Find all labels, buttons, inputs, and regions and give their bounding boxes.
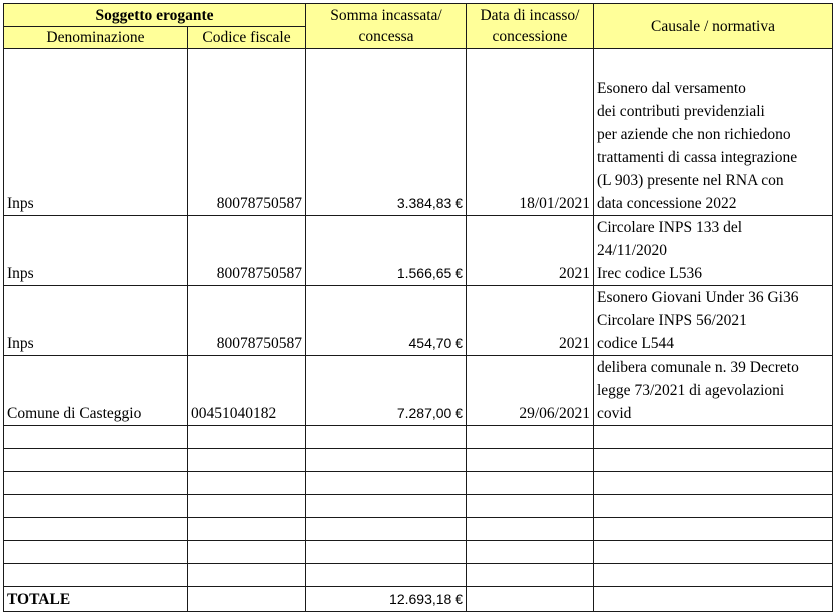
causale-line: delibera comunale n. 39 Decreto [597, 359, 799, 376]
empty-cell[interactable] [306, 541, 467, 564]
empty-cell[interactable] [4, 472, 188, 495]
cell-somma[interactable]: 3.384,83 € [306, 49, 467, 216]
cell-causale[interactable] [594, 356, 833, 426]
cell-somma[interactable]: 1.566,65 € [306, 216, 467, 286]
causale-line: Esonero Giovani Under 36 Gi36 [597, 289, 799, 306]
empty-cell[interactable] [594, 587, 833, 612]
cell-data[interactable]: 2021 [467, 286, 594, 356]
empty-cell[interactable] [4, 449, 188, 472]
empty-row [4, 564, 833, 587]
empty-cell[interactable] [467, 449, 594, 472]
cell-denominazione[interactable]: Inps [4, 49, 188, 216]
table-row [4, 286, 833, 356]
empty-row [4, 472, 833, 495]
empty-row [4, 518, 833, 541]
empty-cell[interactable] [594, 518, 833, 541]
empty-cell[interactable] [594, 449, 833, 472]
empty-cell[interactable] [4, 518, 188, 541]
empty-cell[interactable] [188, 449, 306, 472]
header-causale: Causale / normativa [594, 4, 833, 49]
cell-causale[interactable] [594, 216, 833, 286]
header-somma: Somma incassata/ concessa [306, 4, 467, 49]
cell-causale[interactable] [594, 286, 833, 356]
empty-cell[interactable] [594, 541, 833, 564]
empty-cell[interactable] [188, 472, 306, 495]
empty-cell[interactable] [188, 495, 306, 518]
empty-cell[interactable] [188, 426, 306, 449]
cell-somma[interactable]: 454,70 € [306, 286, 467, 356]
causale-line: data concessione 2022 [597, 195, 737, 212]
empty-cell[interactable] [594, 472, 833, 495]
empty-cell[interactable] [4, 495, 188, 518]
empty-cell[interactable] [306, 564, 467, 587]
empty-cell[interactable] [594, 426, 833, 449]
causale-line: per aziende che non richiedono [597, 126, 791, 143]
total-row [4, 587, 833, 612]
header-denominazione: Denominazione [4, 27, 188, 49]
causale-line: Esonero dal versamento [597, 80, 746, 97]
cell-codice-fiscale[interactable]: 80078750587 [188, 286, 306, 356]
empty-cell[interactable] [188, 587, 306, 612]
empty-cell[interactable] [594, 564, 833, 587]
empty-row [4, 426, 833, 449]
cell-data[interactable]: 2021 [467, 216, 594, 286]
causale-line: 24/11/2020 [597, 242, 668, 259]
table-row [4, 216, 833, 286]
empty-cell[interactable] [4, 426, 188, 449]
empty-cell[interactable] [306, 449, 467, 472]
causale-line: codice L544 [597, 335, 675, 352]
empty-cell[interactable] [188, 518, 306, 541]
empty-cell[interactable] [4, 564, 188, 587]
table-row [4, 49, 833, 216]
cell-denominazione[interactable]: Inps [4, 286, 188, 356]
header-data: Data di incasso/ concessione [467, 4, 594, 49]
empty-cell[interactable] [306, 472, 467, 495]
empty-cell[interactable] [467, 426, 594, 449]
empty-row [4, 541, 833, 564]
cell-denominazione[interactable]: Inps [4, 216, 188, 286]
causale-line: trattamenti di cassa integrazione [597, 149, 798, 166]
cell-codice-fiscale[interactable]: 80078750587 [188, 49, 306, 216]
total-somma[interactable]: 12.693,18 € [306, 587, 467, 612]
empty-cell[interactable] [4, 541, 188, 564]
empty-cell[interactable] [306, 426, 467, 449]
cell-data[interactable]: 18/01/2021 [467, 49, 594, 216]
empty-cell[interactable] [306, 495, 467, 518]
empty-cell[interactable] [188, 564, 306, 587]
empty-cell[interactable] [467, 518, 594, 541]
empty-cell[interactable] [467, 587, 594, 612]
empty-cell[interactable] [306, 518, 467, 541]
causale-line: Circolare INPS 56/2021 [597, 312, 747, 329]
cell-data[interactable]: 29/06/2021 [467, 356, 594, 426]
empty-cell[interactable] [467, 495, 594, 518]
empty-cell[interactable] [188, 541, 306, 564]
header-soggetto-erogante: Soggetto erogante [4, 4, 306, 27]
empty-cell[interactable] [594, 495, 833, 518]
empty-row [4, 449, 833, 472]
empty-row [4, 495, 833, 518]
cell-codice-fiscale[interactable]: 00451040182 [188, 356, 306, 426]
empty-cell[interactable] [467, 564, 594, 587]
table-row [4, 356, 833, 426]
cell-causale[interactable] [594, 49, 833, 216]
contributions-table [3, 3, 833, 612]
causale-line: dei contributi previdenziali [597, 103, 765, 120]
causale-line: Irec codice L536 [597, 265, 702, 282]
cell-somma[interactable]: 7.287,00 € [306, 356, 467, 426]
causale-line: (L 903) presente nel RNA con [597, 172, 784, 189]
empty-cell[interactable] [467, 541, 594, 564]
cell-denominazione[interactable]: Comune di Casteggio [4, 356, 188, 426]
header-row-1 [4, 4, 833, 27]
cell-codice-fiscale[interactable]: 80078750587 [188, 216, 306, 286]
causale-line: covid [597, 405, 632, 422]
header-codice-fiscale: Codice fiscale [188, 27, 306, 49]
empty-cell[interactable] [467, 472, 594, 495]
causale-line: Circolare INPS 133 del [597, 219, 743, 236]
causale-line: legge 73/2021 di agevolazioni [597, 382, 785, 399]
total-label: TOTALE [4, 587, 188, 612]
